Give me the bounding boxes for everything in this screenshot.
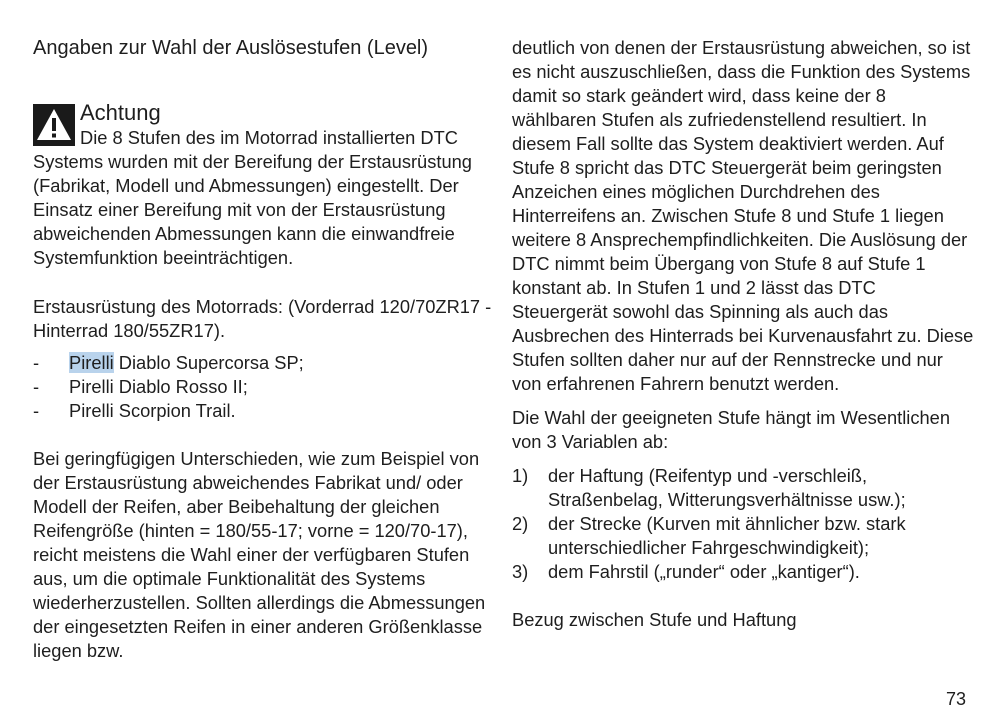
variables-intro: Die Wahl der geeigneten Stufe hängt im Wesentlichen von 3 Variablen ab: (512, 407, 950, 452)
continuation-text: deutlich von denen der Erstausrüstung abweichen, so ist es nicht auszuschließen, dass die Funktion des Systems damit so stark geändert wird, dass keine der 8 wählbaren Stufen als zufriedenstellend resultiert. In diesem Fall sollte das System deaktiviert werden. Auf Stufe 8 spricht das DTC Steuergerät beim geringsten Anzeichen eines möglichen Durchdrehen des Hinterreifens an. Zwischen Stufe 8 und Stufe 1 liegen weitere 8 Ansprechempfindlichkeiten. Die Auslösung der DTC nimmt beim Übergang von Stufe 8 auf Stufe 1 konstant ab. In Stufen 1 und 2 lässt das DTC Steuergerät sowohl das Spinning als auch das Ausbrechen des Hinterrads bei Kurvenausfahrt zu. Diese Stufen sollten daher nur auf der Rennstrecke und nur von erfahrenen Fahrern benutzt werden. (512, 37, 974, 394)
list-item (33, 399, 493, 423)
list-item (33, 351, 493, 375)
list-marker: - (33, 352, 40, 373)
variables-list (512, 464, 974, 584)
equipment-text: Erstausrüstung des Motorrads: (Vorderrad 120/70ZR17 - Hinterrad 180/55ZR17). (33, 296, 492, 341)
list-item-text: dem Fahrstil („runder“ oder „kantiger“). (548, 561, 860, 582)
list-marker: - (33, 400, 40, 421)
warning-text: Die 8 Stufen des im Motorrad installierten DTC Systems wurden mit der Bereifung der Erstausrüstung (Fabrikat, Modell und Abmessungen) eingestellt. Der Einsatz einer Bereifung mit von der Erstausrüstung abweichenden Abmessungen kann die einwandfreie Systemfunktion beeinträchtigen. (33, 127, 472, 268)
list-item (512, 512, 974, 560)
list-item (512, 464, 974, 512)
relation-heading: Bezug zwischen Stufe und Haftung (512, 609, 797, 630)
list-marker: 1) (512, 465, 529, 486)
list-item (512, 560, 974, 584)
highlighted-word[interactable]: Pirelli (69, 352, 114, 373)
list-item-text: der Strecke (Kurven mit ähnlicher bzw. stark unterschiedlicher Fahrgeschwindigkeit); (548, 513, 906, 558)
warning-title: Achtung (80, 100, 161, 125)
list-item-text: der Haftung (Reifentyp und -verschleiß, Straßenbelag, Witterungsverhältnisse usw.); (548, 465, 906, 510)
list-item-text: Diablo Supercorsa SP; (113, 352, 304, 373)
section-title: Angaben zur Wahl der Auslösestufen (Level) (33, 37, 429, 59)
right-column (512, 36, 974, 632)
list-item (33, 375, 493, 399)
warning-block (33, 102, 493, 270)
list-marker: 3) (512, 561, 529, 582)
list-item-text: Pirelli Scorpion Trail. (69, 400, 236, 421)
page-number: 73 (946, 689, 967, 709)
left-column (33, 36, 493, 663)
differences-text: Bei geringfügigen Unterschieden, wie zum Beispiel von der Erstausrüstung abweichendes Fabrikat und/ oder Modell der Reifen, aber Beibehaltung der gleichen Reifengröße (hinten = 180/55-17; vorne = 120/70-17), reicht meistens die Wahl einer der verfügbaren Stufen aus, um die optimale Funktionalität des Systems wiederherzustellen. Sollten allerdings die Abmessungen der eingesetzten Reifen in einer anderen Größenklasse liegen bzw. (33, 448, 486, 661)
warning-header (33, 102, 493, 126)
tire-list (33, 351, 493, 423)
list-item-text: Pirelli Diablo Rosso II; (69, 376, 248, 397)
warning-triangle-icon (33, 104, 75, 146)
list-marker: 2) (512, 513, 529, 534)
list-marker: - (33, 376, 40, 397)
